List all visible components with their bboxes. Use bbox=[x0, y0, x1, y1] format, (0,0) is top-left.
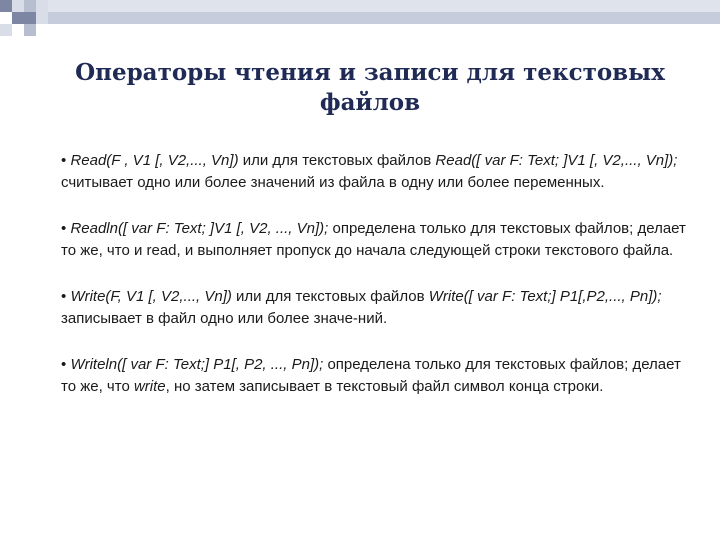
slide-body bbox=[61, 150, 686, 422]
header-decoration bbox=[0, 0, 720, 48]
bullet-icon: • bbox=[61, 356, 67, 373]
list-item bbox=[61, 286, 686, 329]
bullet-icon: • bbox=[61, 288, 67, 305]
item-text: или для текстовых файлов bbox=[231, 288, 429, 305]
bullet-icon: • bbox=[61, 220, 67, 237]
slide-title bbox=[70, 58, 670, 118]
item-text: считывает одно или более значений из файла в одну или более переменных. bbox=[61, 173, 605, 191]
item-text: определена только для текстовых файлов; делает то же, что bbox=[61, 356, 681, 395]
item-text: , но затем записывает в текстовый файл символ конца строки. bbox=[165, 377, 604, 395]
item-text: или для текстовых файлов bbox=[238, 152, 436, 169]
list-item bbox=[61, 354, 686, 397]
code-read-text: Read([ var F: Text; ]V1 [, V2,..., Vn]); bbox=[435, 152, 678, 169]
item-text: определена только для текстовых файлов; делает то же, что и read, и выполняет пропуск до начала следующей строки текстового файла. bbox=[61, 220, 686, 259]
bullet-icon: • bbox=[61, 152, 67, 169]
code-write: Write(F, V1 [, V2,..., Vn]) bbox=[70, 288, 232, 305]
slide-title-line-1: Операторы чтения и записи для текстовых bbox=[75, 59, 665, 86]
slide-title-line-2: файлов bbox=[319, 89, 421, 116]
code-readln: Readln([ var F: Text; ]V1 [, V2, ..., Vn]); bbox=[70, 220, 329, 237]
item-text: записывает в файл одно или более значе-ний. bbox=[61, 309, 388, 327]
list-item bbox=[61, 218, 686, 261]
code-writeln: Writeln([ var F: Text;] P1[, P2, ..., Pn]); bbox=[70, 356, 324, 373]
code-read: Read(F , V1 [, V2,..., Vn]) bbox=[70, 152, 239, 169]
list-item bbox=[61, 150, 686, 193]
code-write-text: Write([ var F: Text;] P1[,P2,..., Pn]); bbox=[428, 288, 662, 305]
code-write-inline: write bbox=[133, 377, 166, 395]
